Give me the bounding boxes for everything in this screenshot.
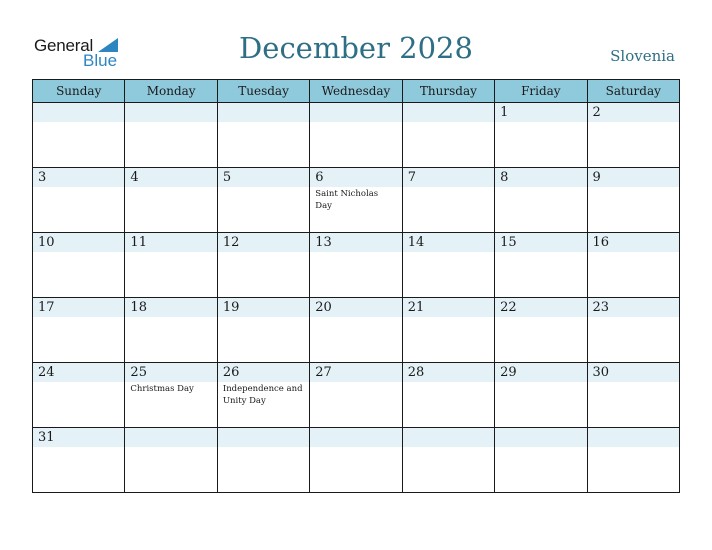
day-cell — [217, 363, 309, 428]
holiday-label — [310, 381, 401, 383]
holiday-label: Saint Nicholas Day — [315, 189, 379, 211]
day-number: 22 — [500, 300, 517, 315]
holiday-label — [310, 251, 401, 253]
holiday-label — [495, 121, 586, 123]
day-cell — [33, 363, 125, 428]
week-row — [33, 233, 680, 298]
day-cell — [310, 233, 402, 298]
holiday-label — [495, 381, 586, 383]
day-number: 26 — [222, 365, 240, 380]
day-cell — [587, 233, 679, 298]
day-number — [588, 428, 679, 446]
holiday-label — [588, 186, 679, 188]
day-number: 16 — [592, 235, 610, 250]
day-number: 29 — [500, 365, 517, 380]
day-cell — [402, 428, 494, 493]
holiday-label — [310, 316, 401, 318]
day-cell — [125, 233, 217, 298]
holiday-label — [403, 316, 494, 318]
day-cell — [217, 168, 309, 233]
holiday-label — [125, 446, 216, 448]
day-number — [218, 428, 309, 446]
holiday-label — [403, 381, 494, 383]
day-number: 17 — [38, 300, 55, 315]
week-row — [33, 298, 680, 363]
day-number — [33, 103, 124, 121]
day-number — [403, 428, 494, 446]
weekday-header: Friday — [495, 80, 587, 103]
holiday-label — [588, 121, 679, 123]
day-number — [310, 103, 401, 121]
week-row — [33, 363, 680, 428]
day-number: 9 — [592, 170, 601, 185]
day-number: 24 — [38, 365, 55, 380]
day-cell — [402, 233, 494, 298]
day-cell — [125, 428, 217, 493]
day-number — [125, 103, 216, 121]
day-number: 30 — [592, 365, 610, 380]
holiday-label — [588, 446, 679, 448]
day-cell — [33, 233, 125, 298]
weekday-header: Wednesday — [310, 80, 402, 103]
day-cell — [402, 363, 494, 428]
holiday-label — [403, 186, 494, 188]
holiday-label — [33, 446, 124, 448]
holiday-label — [588, 381, 679, 383]
day-number — [125, 428, 216, 446]
holiday-label: Christmas Day — [130, 384, 194, 394]
holiday-label — [33, 121, 124, 123]
day-number: 10 — [38, 235, 55, 250]
day-number: 25 — [130, 365, 147, 380]
day-cell — [495, 103, 587, 168]
day-cell — [495, 298, 587, 363]
day-cell — [310, 298, 402, 363]
day-number: 14 — [407, 235, 425, 250]
day-cell — [402, 298, 494, 363]
weekday-header-row — [33, 80, 680, 103]
weekday-header: Tuesday — [217, 80, 309, 103]
day-cell — [402, 168, 494, 233]
page-title: December 2028 — [239, 31, 473, 65]
day-cell — [217, 298, 309, 363]
day-cell — [495, 428, 587, 493]
day-number: 4 — [130, 170, 139, 185]
day-cell — [33, 168, 125, 233]
holiday-label — [33, 316, 124, 318]
day-cell — [33, 298, 125, 363]
day-number — [218, 103, 309, 121]
holiday-label — [218, 121, 309, 123]
day-cell — [125, 298, 217, 363]
day-number: 18 — [130, 300, 147, 315]
day-number: 20 — [315, 300, 332, 315]
holiday-label — [403, 121, 494, 123]
day-cell — [495, 363, 587, 428]
logo-blue-text: Blue — [83, 51, 118, 70]
day-number: 7 — [407, 170, 416, 185]
day-number: 31 — [38, 430, 55, 445]
holiday-label — [218, 316, 309, 318]
day-number: 2 — [592, 105, 601, 120]
day-cell — [495, 168, 587, 233]
day-number: 11 — [130, 235, 147, 250]
day-cell — [587, 298, 679, 363]
day-number: 28 — [407, 365, 425, 380]
day-cell — [125, 363, 217, 428]
holiday-label — [125, 251, 216, 253]
day-number — [403, 103, 494, 121]
holiday-label — [588, 251, 679, 253]
holiday-label — [218, 186, 309, 188]
day-cell — [310, 168, 402, 233]
logo-general-text: General — [34, 36, 94, 55]
day-cell — [33, 103, 125, 168]
day-number: 12 — [222, 235, 240, 250]
holiday-label — [495, 251, 586, 253]
day-cell — [33, 428, 125, 493]
country-label: Slovenia — [610, 47, 675, 65]
day-cell — [402, 103, 494, 168]
day-number: 23 — [592, 300, 610, 315]
day-cell — [217, 428, 309, 493]
day-cell — [125, 168, 217, 233]
day-cell — [310, 428, 402, 493]
holiday-label — [588, 316, 679, 318]
week-row — [33, 168, 680, 233]
day-number: 6 — [315, 170, 324, 185]
day-number: 13 — [315, 235, 332, 250]
holiday-label — [310, 121, 401, 123]
day-cell — [217, 103, 309, 168]
weekday-header: Monday — [125, 80, 217, 103]
holiday-label — [495, 186, 586, 188]
holiday-label — [495, 316, 586, 318]
weekday-header: Saturday — [587, 80, 679, 103]
holiday-label — [218, 251, 309, 253]
holiday-label — [33, 186, 124, 188]
day-cell — [587, 168, 679, 233]
calendar-grid — [32, 79, 680, 493]
holiday-label — [125, 186, 216, 188]
day-number: 15 — [500, 235, 517, 250]
day-cell — [310, 103, 402, 168]
holiday-label — [310, 446, 401, 448]
day-cell — [495, 233, 587, 298]
holiday-label — [33, 251, 124, 253]
day-number: 19 — [222, 300, 240, 315]
holiday-label — [218, 446, 309, 448]
day-cell — [217, 233, 309, 298]
holiday-label — [403, 446, 494, 448]
week-row — [33, 103, 680, 168]
day-cell — [125, 103, 217, 168]
day-number — [310, 428, 401, 446]
day-cell — [587, 103, 679, 168]
day-number: 3 — [38, 170, 47, 185]
day-number — [495, 428, 586, 446]
day-number: 1 — [500, 105, 509, 120]
day-number: 5 — [222, 170, 232, 185]
day-number: 21 — [407, 300, 425, 315]
day-number: 27 — [315, 365, 332, 380]
holiday-label — [403, 251, 494, 253]
holiday-label: Independence and Unity Day — [222, 384, 303, 406]
holiday-label — [125, 316, 216, 318]
week-row — [33, 428, 680, 493]
holiday-label — [495, 446, 586, 448]
day-cell — [587, 363, 679, 428]
day-cell — [310, 363, 402, 428]
holiday-label — [33, 381, 124, 383]
weekday-header: Sunday — [33, 80, 125, 103]
weekday-header: Thursday — [402, 80, 494, 103]
day-cell — [587, 428, 679, 493]
day-number: 8 — [500, 170, 509, 185]
holiday-label — [125, 121, 216, 123]
